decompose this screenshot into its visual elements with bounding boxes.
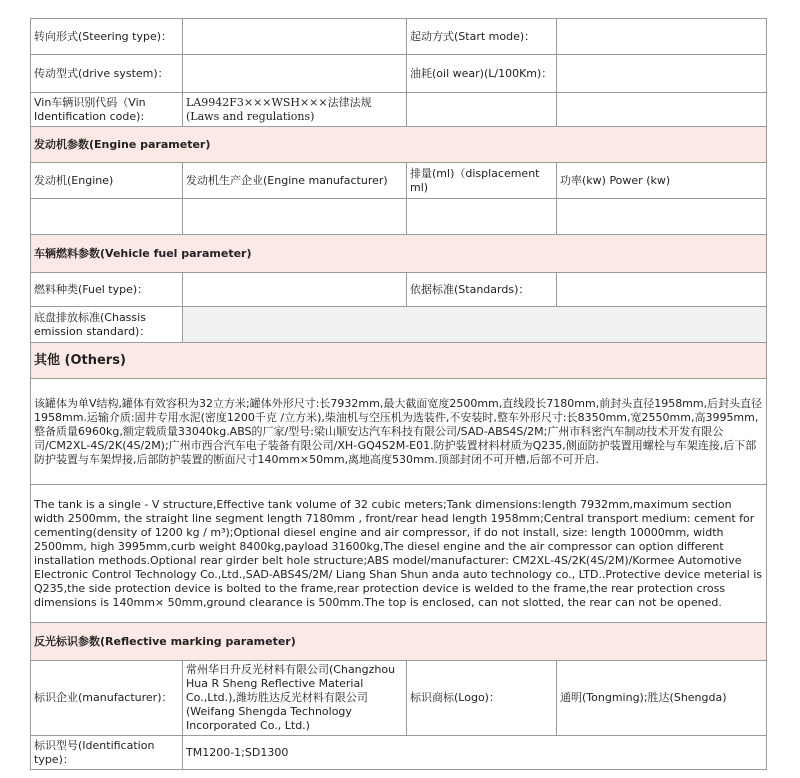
identification-type-label: 标识型号(Identification type)： — [31, 736, 183, 770]
steering-row — [31, 19, 767, 55]
vin-value: LA9942F3×××WSH×××法律法规(Laws and regulations) — [183, 93, 407, 127]
vin-empty-1 — [407, 93, 557, 127]
reflective-logo-value: 通明(Tongming);胜达(Shengda) — [557, 661, 767, 736]
others-chinese-row — [31, 379, 767, 485]
fuel-section-title: 车辆燃料参数(Vehicle fuel parameter) — [31, 235, 767, 273]
reflective-manufacturer-label: 标识企业(manufacturer)： — [31, 661, 183, 736]
vin-row — [31, 93, 767, 127]
power-value — [557, 199, 767, 235]
oil-wear-value — [557, 55, 767, 93]
reflective-section-title: 反光标识参数(Reflective marking parameter) — [31, 623, 767, 661]
engine-header-row — [31, 163, 767, 199]
power-label: 功率(kw) Power (kw) — [557, 163, 767, 199]
identification-type-row — [31, 736, 767, 770]
others-chinese-text: 该罐体为单V结构,罐体有效容积为32立方米;罐体外形尺寸:长7932mm,最大截面宽度2500mm,直线段长7180mm,前封头直径1958mm,后封头直径1958mm.运输介质:固井专用水泥(密度1200千克 /立方米),柴油机与空压机为选装件,不安装时,整车外形尺寸:长8350mm,宽2550mm,高3995mm,整备质量6960kg,额定载质量33040kg.ABS的厂家/型号:梁山顺安达汽车科技有限公司/SAD-ABS4S/2M;广州市科密汽车制动技术开发有限公司/CM2XL-4S/2K(4S/2M);广州市西合汽车电子装备有限公司/XH-GQ4S2M-E01.防护装置材料材质为Q235,侧面防护装置用螺栓与车架连接,后下部防护装置与车架焊接,后部防护装置的断面尺寸140mm×50mm,离地高度530mm.顶部封闭不可开槽,后部不可开启. — [31, 379, 767, 485]
emission-label: 底盘排放标准(Chassis emission standard)： — [31, 307, 183, 343]
engine-manufacturer-label: 发动机生产企业(Engine manufacturer) — [183, 163, 407, 199]
vin-label: Vin车辆识别代码（Vin Identification code): — [31, 93, 183, 127]
reflective-manufacturer-row — [31, 661, 767, 736]
standards-label: 依据标准(Standards)： — [407, 273, 557, 307]
standards-value — [557, 273, 767, 307]
vin-empty-2 — [557, 93, 767, 127]
engine-manufacturer-value — [183, 199, 407, 235]
identification-type-value: TM1200-1;SD1300 — [183, 736, 767, 770]
emission-value — [183, 307, 767, 343]
steering-value — [183, 19, 407, 55]
displacement-label: 排量(ml)（displacement ml) — [407, 163, 557, 199]
reflective-manufacturer-value: 常州华日升反光材料有限公司(Changzhou Hua R Sheng Reflective Material Co.,Ltd.),潍坊胜达反光材料有限公司(Weifang Shengda Technology Incorporated Co., Ltd.) — [183, 661, 407, 736]
displacement-value — [407, 199, 557, 235]
drive-label: 传动型式(drive system)： — [31, 55, 183, 93]
steering-label: 转向形式(Steering type)： — [31, 19, 183, 55]
fuel-type-label: 燃料种类(Fuel type)： — [31, 273, 183, 307]
reflective-section-row — [31, 623, 767, 661]
others-section-row — [31, 343, 767, 379]
oil-wear-label: 油耗(oil wear)(L/100Km)： — [407, 55, 557, 93]
fuel-type-row — [31, 273, 767, 307]
drive-value — [183, 55, 407, 93]
others-english-row — [31, 485, 767, 623]
start-mode-value — [557, 19, 767, 55]
start-mode-label: 起动方式(Start mode)： — [407, 19, 557, 55]
others-english-text: The tank is a single - V structure,Effective tank volume of 32 cubic meters;Tank dimensions:length 7932mm,maximum section width 2500mm, the straight line segment length 7180mm , front/rear head length 1958mm;Central transport medium: cement for cementing(density of 1200 kg / m³);Optional diesel engine and air compressor, if do not install, size: length 10000mm, width 2500mm, high 3995mm,curb weight 8400kg,payload 31600kg,The diesel engine and the air compressor can option different installation methods.Optional rear girder belt hole structure;ABS model/manufacturer: CM2XL-4S/2K(4S/2M)/Kormee Automotive Electronic Control Technology Co.,Ltd.,SAD-ABS4S/2M/ Liang Shan Shun anda auto technology co., LTD..Protective device meterial is Q235,the side protection device is bolted to the frame,rear protection device is welded to the frame,the rear protection cross dimensions is 140mm× 50mm,ground clearance is 500mm.The top is enclosed, can not slotted, the rear can not be opened. — [31, 485, 767, 623]
others-section-title: 其他 (Others) — [31, 343, 767, 379]
vehicle-spec-table — [30, 18, 767, 770]
engine-section-title: 发动机参数(Engine parameter) — [31, 127, 767, 163]
reflective-logo-label: 标识商标(Logo)： — [407, 661, 557, 736]
drive-row — [31, 55, 767, 93]
emission-row — [31, 307, 767, 343]
engine-value — [31, 199, 183, 235]
fuel-section-row — [31, 235, 767, 273]
engine-label: 发动机(Engine) — [31, 163, 183, 199]
engine-section-row — [31, 127, 767, 163]
engine-value-row — [31, 199, 767, 235]
fuel-type-value — [183, 273, 407, 307]
